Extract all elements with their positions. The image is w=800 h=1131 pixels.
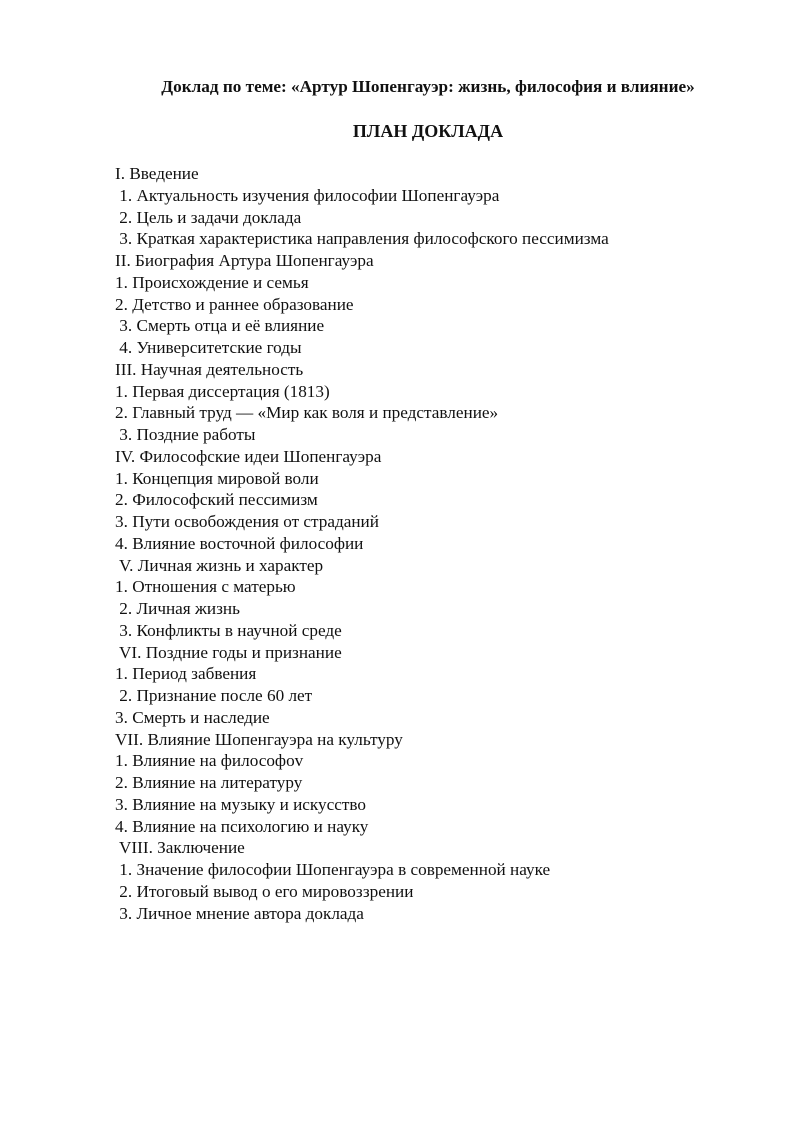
plan-heading: ПЛАН ДОКЛАДА — [352, 121, 504, 141]
outline-item: 2. Влияние на литературу — [115, 773, 303, 792]
outline-item: 1. Отношения с матерью — [115, 577, 296, 597]
outline-item: 2. Детство и раннее образование — [115, 294, 354, 314]
outline-item: 2. Цель и задачи доклада — [115, 207, 302, 227]
outline-item: 3. Краткая характеристика направления философского пессимизма — [115, 229, 609, 249]
outline-item: 2. Признание после 60 лет — [115, 686, 313, 705]
document-title: Доклад по теме: «Артур Шопенгауэр: жизнь, философия и влияние» — [161, 77, 695, 96]
outline-item: IV. Философские идеи Шопенгауэра — [115, 446, 382, 466]
outline-item: 3. Смерть отца и её влияние — [115, 316, 325, 336]
outline-item: 1. Значение философии Шопенгауэра в современной науке — [115, 860, 551, 879]
outline-item: 2. Личная жизнь — [115, 599, 240, 618]
outline-item: I. Введение — [115, 164, 199, 183]
outline-item: 4. Влияние восточной философии — [115, 533, 364, 553]
outline-item: 1. Период забвения — [115, 664, 257, 684]
outline-item: 2. Философский пессимизм — [115, 490, 318, 510]
outline-item: 1. Первая диссертация (1813) — [115, 381, 330, 401]
outline-item: 1. Происхождение и семья — [115, 272, 309, 292]
outline-item: II. Биография Артура Шопенгауэра — [115, 251, 374, 270]
outline-item: 2. Главный труд — «Мир как воля и представление» — [115, 403, 499, 423]
outline-item: 1. Влияние на философоv — [115, 751, 304, 771]
outline-item: 1. Концепция мировой воли — [115, 468, 319, 488]
outline-item: 3. Личное мнение автора доклада — [115, 903, 364, 923]
outline-item: VII. Влияние Шопенгауэра на культуру — [115, 729, 403, 749]
outline-item: III. Научная деятельность — [115, 359, 304, 379]
outline-item: 4. Влияние на психологию и науку — [115, 816, 369, 836]
outline-item: 3. Пути освобождения от страданий — [115, 512, 379, 531]
outline-item: 3. Конфликты в научной среде — [115, 620, 342, 640]
outline-item: VIII. Заключение — [115, 838, 245, 858]
outline-item: 3. Влияние на музыку и искусство — [115, 794, 366, 814]
outline-item: V. Личная жизнь и характер — [115, 555, 324, 575]
outline-list — [115, 163, 755, 924]
outline-item: 2. Итоговый вывод о его мировоззрении — [115, 881, 414, 901]
outline-item: 3. Смерть и наследие — [115, 707, 270, 727]
outline-item: VI. Поздние годы и признание — [115, 642, 342, 662]
outline-item: 3. Поздние работы — [115, 425, 256, 444]
outline-item: 4. Университетские годы — [115, 338, 302, 357]
outline-item: 1. Актуальность изучения философии Шопенгауэра — [115, 185, 500, 205]
